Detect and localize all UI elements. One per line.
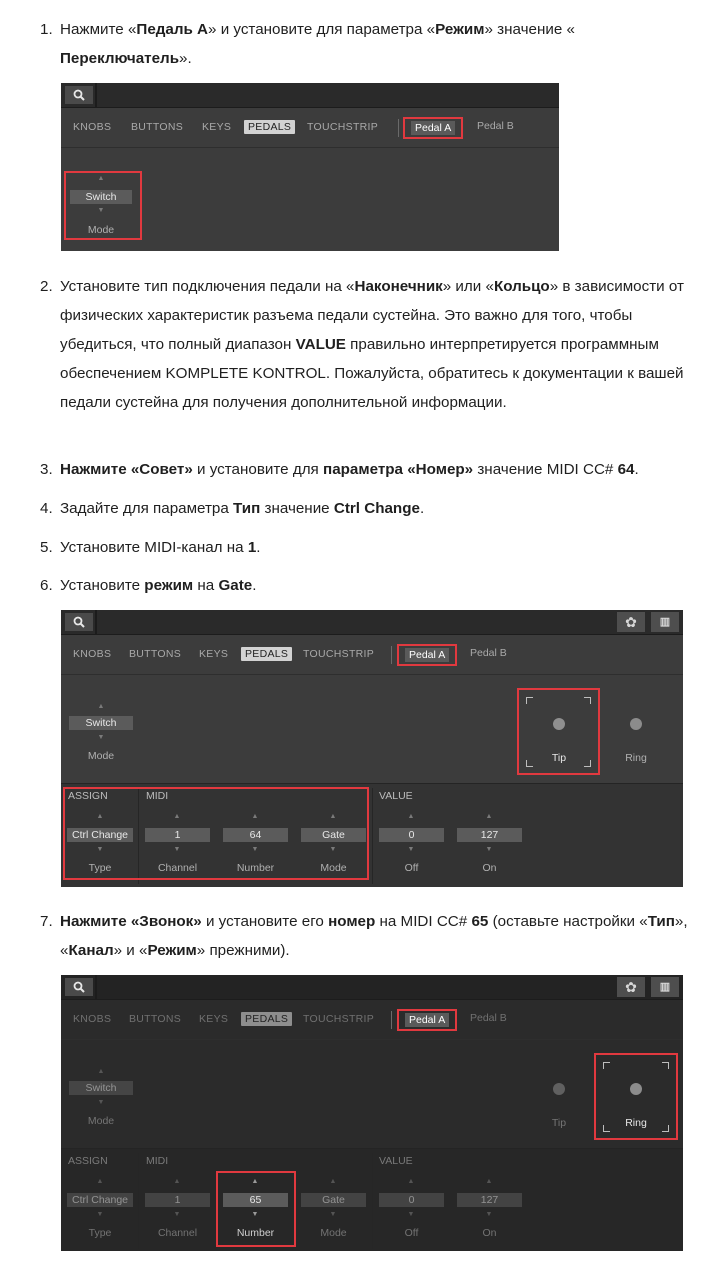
midi-mode-value[interactable]: Gate <box>301 828 366 842</box>
down-arrow-icon[interactable]: ▼ <box>173 846 181 853</box>
off-value[interactable]: 0 <box>379 828 444 842</box>
tip-radio[interactable] <box>553 1083 565 1095</box>
up-arrow-icon[interactable]: ▲ <box>96 1178 104 1185</box>
up-arrow-icon[interactable]: ▲ <box>97 703 105 710</box>
pedal-settings-panel-1 <box>61 83 559 251</box>
assign-section-title: ASSIGN <box>68 1155 108 1167</box>
tip-label: Tip <box>551 752 567 764</box>
mode-value[interactable]: Switch <box>70 190 132 204</box>
tab-touchstrip[interactable]: TOUCHSTRIP <box>303 1013 375 1025</box>
up-arrow-icon[interactable]: ▲ <box>173 1178 181 1185</box>
tab-bar <box>61 999 683 1040</box>
tab-knobs[interactable]: KNOBS <box>73 1013 112 1025</box>
step-6: 6. Установите режим на Gate. <box>40 571 700 600</box>
step-number: 1. <box>40 21 53 38</box>
tab-pedal-a[interactable]: Pedal A <box>397 1009 457 1031</box>
tab-touchstrip[interactable]: TOUCHSTRIP <box>307 121 379 133</box>
divider <box>95 83 97 107</box>
tab-pedal-b[interactable]: Pedal B <box>477 120 514 132</box>
step-number: 6. <box>40 577 53 594</box>
down-arrow-icon[interactable]: ▼ <box>251 1211 259 1218</box>
number-label: Number <box>236 1227 275 1239</box>
step-number: 4. <box>40 500 53 517</box>
assign-section-title: ASSIGN <box>68 790 108 802</box>
up-arrow-icon[interactable]: ▲ <box>407 1178 415 1185</box>
divider <box>95 610 97 634</box>
down-arrow-icon[interactable]: ▼ <box>407 1211 415 1218</box>
toolbar <box>61 83 559 108</box>
down-arrow-icon[interactable]: ▼ <box>97 207 105 214</box>
off-value[interactable]: 0 <box>379 1193 444 1207</box>
ni-logo-icon[interactable]: ▥ <box>651 977 679 997</box>
up-arrow-icon[interactable]: ▲ <box>329 1178 337 1185</box>
search-button[interactable] <box>65 613 93 631</box>
assignment-area <box>61 783 683 887</box>
assignment-area <box>61 1148 683 1251</box>
midi-section-title: MIDI <box>146 1155 169 1167</box>
tab-bar <box>61 107 559 148</box>
search-icon <box>73 89 85 101</box>
tab-pedal-a[interactable]: Pedal A <box>403 117 463 139</box>
on-label: On <box>482 862 497 874</box>
corner-mark <box>662 1062 669 1069</box>
type-value[interactable]: Ctrl Change <box>67 828 133 842</box>
up-arrow-icon[interactable]: ▲ <box>485 813 493 820</box>
ni-logo-icon[interactable]: ▥ <box>651 612 679 632</box>
mode-label: Mode <box>87 750 115 762</box>
divider <box>398 119 399 137</box>
pedal-settings-panel-2 <box>61 610 683 886</box>
tab-knobs[interactable]: KNOBS <box>73 648 112 660</box>
up-arrow-icon[interactable]: ▲ <box>96 813 104 820</box>
channel-value[interactable]: 1 <box>145 1193 210 1207</box>
type-label: Type <box>88 862 112 874</box>
on-value[interactable]: 127 <box>457 1193 522 1207</box>
down-arrow-icon[interactable]: ▼ <box>329 1211 337 1218</box>
plugin-icon[interactable]: ✿ <box>617 612 645 632</box>
down-arrow-icon[interactable]: ▼ <box>485 846 493 853</box>
toolbar <box>61 975 683 1000</box>
step-1: 1. Нажмите «Педаль A» и установите для параметра «Режим» значение « Переключатель». <box>40 15 700 73</box>
down-arrow-icon[interactable]: ▼ <box>97 734 105 741</box>
value-section-title: VALUE <box>379 790 413 802</box>
divider <box>372 1153 373 1249</box>
divider <box>372 788 373 884</box>
up-arrow-icon[interactable]: ▲ <box>485 1178 493 1185</box>
tab-keys[interactable]: KEYS <box>199 648 229 660</box>
midi-section-title: MIDI <box>146 790 169 802</box>
step-4: 4. Задайте для параметра Тип значение Ctrl Change. <box>40 494 700 523</box>
up-arrow-icon[interactable]: ▲ <box>97 1068 105 1075</box>
mode-label: Mode <box>87 1115 115 1127</box>
search-icon <box>73 981 85 993</box>
tab-keys[interactable]: KEYS <box>202 121 232 133</box>
tab-pedals[interactable]: PEDALS <box>241 1012 292 1026</box>
tab-knobs[interactable]: KNOBS <box>73 121 112 133</box>
search-button[interactable] <box>65 86 93 104</box>
down-arrow-icon[interactable]: ▼ <box>251 846 259 853</box>
up-arrow-icon[interactable]: ▲ <box>251 1178 259 1185</box>
mode-value[interactable]: Switch <box>69 1081 133 1095</box>
pedal-settings-panel-3 <box>61 975 683 1250</box>
value-section-title: VALUE <box>379 1155 413 1167</box>
tab-buttons[interactable]: BUTTONS <box>129 1013 182 1025</box>
step-number: 2. <box>40 278 53 295</box>
step-number: 7. <box>40 913 53 930</box>
down-arrow-icon[interactable]: ▼ <box>96 1211 104 1218</box>
off-label: Off <box>404 1227 419 1239</box>
highlight-box <box>63 787 369 880</box>
tab-buttons[interactable]: BUTTONS <box>129 648 182 660</box>
tip-radio[interactable] <box>553 718 565 730</box>
ring-label: Ring <box>625 752 647 764</box>
corner-mark <box>584 697 591 704</box>
divider <box>95 975 97 999</box>
tab-pedals[interactable]: PEDALS <box>241 647 292 661</box>
on-label: On <box>482 1227 497 1239</box>
down-arrow-icon[interactable]: ▼ <box>96 846 104 853</box>
tab-pedals[interactable]: PEDALS <box>244 120 295 134</box>
type-value[interactable]: Ctrl Change <box>67 1193 133 1207</box>
number-value[interactable]: 65 <box>223 1193 288 1207</box>
divider <box>138 1153 139 1249</box>
tab-pedal-a[interactable]: Pedal A <box>397 644 457 666</box>
on-value[interactable]: 127 <box>457 828 522 842</box>
tab-pedal-b[interactable]: Pedal B <box>470 647 507 659</box>
down-arrow-icon[interactable]: ▼ <box>407 846 415 853</box>
search-button[interactable] <box>65 978 93 996</box>
tab-buttons[interactable]: BUTTONS <box>131 121 184 133</box>
number-label: Number <box>236 862 275 874</box>
highlight-box <box>64 171 142 240</box>
down-arrow-icon[interactable]: ▼ <box>485 1211 493 1218</box>
tab-bar <box>61 634 683 675</box>
step-number: 5. <box>40 539 53 556</box>
step-5: 5. Установите MIDI-канал на 1. <box>40 533 700 562</box>
midi-mode-label: Mode <box>320 1227 347 1239</box>
down-arrow-icon[interactable]: ▼ <box>173 1211 181 1218</box>
toolbar <box>61 610 683 635</box>
step-2: 2. Установите тип подключения педали на «Наконечник» или «Кольцо» в зависимости от физических характеристик разъема педали сустейна. Это важно для того, чтобы убедиться, что полный диапазон VALUE правильно интерпретируется программным обеспечением KOMPLETE KONTROL. Пожалуйста, обратитесь к документации к вашей педали сустейна для получения дополнительной информации. <box>40 272 700 417</box>
channel-label: Channel <box>157 862 198 874</box>
ring-radio[interactable] <box>630 718 642 730</box>
ring-radio[interactable] <box>630 1083 642 1095</box>
channel-label: Channel <box>157 1227 198 1239</box>
divider <box>391 1011 392 1029</box>
highlight-box <box>216 1171 296 1247</box>
type-label: Type <box>88 1227 112 1239</box>
number-value[interactable]: 64 <box>223 828 288 842</box>
channel-value[interactable]: 1 <box>145 828 210 842</box>
tab-pedal-b[interactable]: Pedal B <box>470 1012 507 1024</box>
up-arrow-icon[interactable]: ▲ <box>251 813 259 820</box>
step-3: 3. Нажмите «Совет» и установите для параметра «Номер» значение MIDI CC# 64. <box>40 455 700 484</box>
up-arrow-icon[interactable]: ▲ <box>173 813 181 820</box>
tab-keys[interactable]: KEYS <box>199 1013 229 1025</box>
step-7: 7. Нажмите «Звонок» и установите его номер на MIDI CC# 65 (оставьте настройки «Тип», «Канал» и «Режим» прежними). <box>40 907 700 965</box>
off-label: Off <box>404 862 419 874</box>
up-arrow-icon[interactable]: ▲ <box>329 813 337 820</box>
step-number: 3. <box>40 461 53 478</box>
midi-mode-value[interactable]: Gate <box>301 1193 366 1207</box>
corner-mark <box>526 697 533 704</box>
search-icon <box>73 616 85 628</box>
plugin-icon[interactable]: ✿ <box>617 977 645 997</box>
up-arrow-icon[interactable]: ▲ <box>407 813 415 820</box>
midi-mode-label: Mode <box>320 862 347 874</box>
tab-touchstrip[interactable]: TOUCHSTRIP <box>303 648 375 660</box>
mode-label: Mode <box>87 224 115 236</box>
ring-label: Ring <box>625 1117 647 1129</box>
down-arrow-icon[interactable]: ▼ <box>97 1099 105 1106</box>
down-arrow-icon[interactable]: ▼ <box>329 846 337 853</box>
tip-label: Tip <box>551 1117 567 1129</box>
corner-mark <box>603 1062 610 1069</box>
up-arrow-icon[interactable]: ▲ <box>97 175 105 182</box>
mode-value[interactable]: Switch <box>69 716 133 730</box>
divider <box>391 646 392 664</box>
